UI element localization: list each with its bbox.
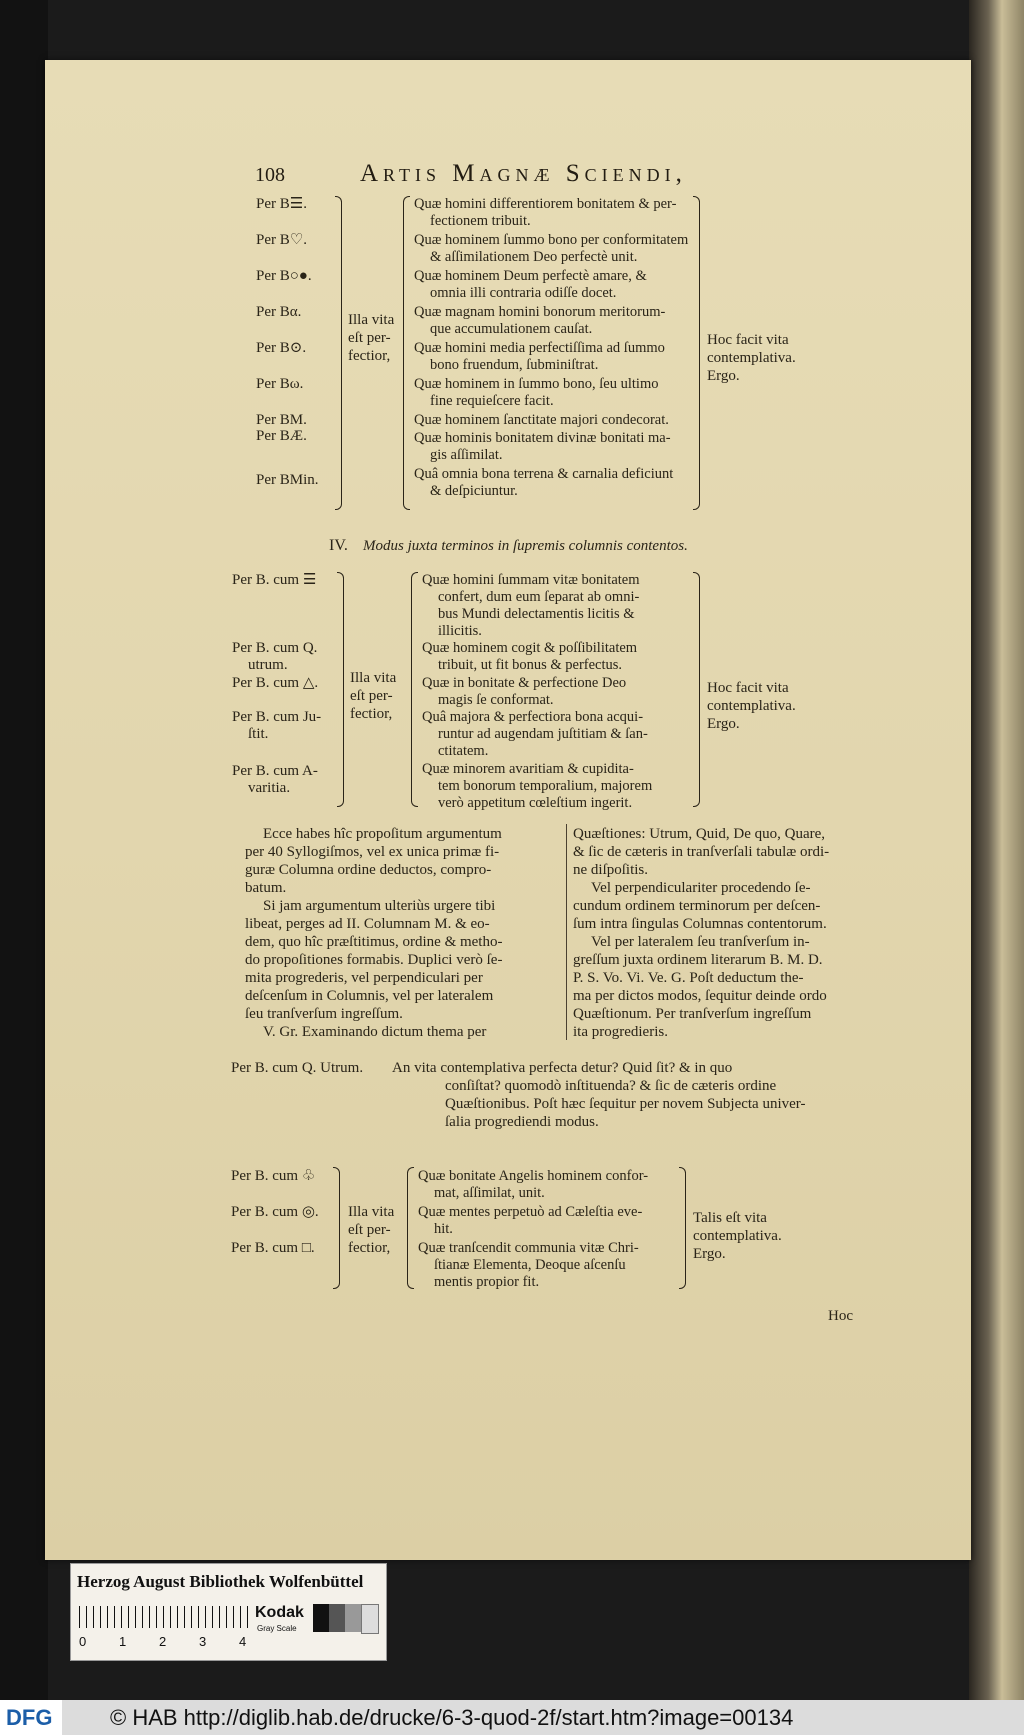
section-number: IV. — [329, 537, 348, 554]
proposition-line: illicitis. — [438, 623, 482, 639]
term-label: Per B. cum ♧ — [231, 1168, 316, 1184]
proposition-line: Quæ mentes perpetuò ad Cæleſtia eve- — [418, 1204, 643, 1220]
term-label: Per B○●. — [256, 268, 312, 284]
proposition-line: Quæ minorem avaritiam & cupidita- — [422, 761, 634, 777]
brace-right — [337, 572, 344, 807]
proposition-line: magis ſe conformat. — [438, 692, 554, 708]
book-page — [45, 60, 971, 1560]
proposition-line: gis aſſimilat. — [430, 447, 503, 463]
prose-line: V. Gr. Examinando dictum thema per — [263, 1024, 487, 1040]
premise-label: fectior, — [348, 1240, 391, 1256]
scale-ruler — [79, 1606, 249, 1628]
prose-line: ne diſpoſitis. — [573, 862, 648, 878]
prose-line: libeat, perges ad II. Columnam M. & eo- — [245, 916, 490, 932]
prose-line: batum. — [245, 880, 287, 896]
utrum-line: ſalia progrediendi modus. — [445, 1114, 599, 1130]
proposition-line: tem bonorum temporalium, majorem — [438, 778, 653, 794]
proposition-line: runtur ad augendam juſtitiam & ſan- — [438, 726, 648, 742]
catchword: Hoc — [828, 1308, 853, 1324]
proposition-line: ctitatem. — [438, 743, 489, 759]
prose-line: P. S. Vo. Vi. Ve. G. Poſt deductum the- — [573, 970, 804, 986]
brace-right — [333, 1167, 340, 1289]
conclusion-line: Hoc facit vita — [707, 332, 789, 348]
proposition-line: Quæ hominem Deum perfectè amare, & — [414, 268, 647, 284]
proposition-line: Quâ omnia bona terrena & carnalia deficiunt — [414, 466, 674, 482]
term-label: ſtit. — [248, 726, 269, 742]
proposition-line: tribuit, ut fit bonus & perfectus. — [438, 657, 623, 673]
term-label: Per BÆ. — [256, 428, 307, 444]
prose-line: Si jam argumentum ulteriùs urgere tibi — [263, 898, 496, 914]
term-label: Per B. cum □. — [231, 1240, 315, 1256]
prose-line: Quæſtionum. Per tranſverſum ingreſſum — [573, 1006, 812, 1022]
prose-line: Vel perpendiculariter procedendo ſe- — [591, 880, 811, 896]
brace-left — [411, 572, 418, 807]
proposition-line: Quæ hominem ſummo bono per conformitatem — [414, 232, 689, 248]
scanner-left-margin — [0, 0, 48, 1700]
ruler-number: 4 — [239, 1634, 247, 1649]
prose-line: cundum ordinem terminorum per deſcen- — [573, 898, 821, 914]
conclusion-line: Hoc facit vita — [707, 680, 789, 696]
brace-right — [335, 196, 342, 510]
proposition-line: Quæ homini differentiorem bonitatem & per- — [414, 196, 677, 212]
gray-scale-label: Gray Scale — [257, 1624, 297, 1633]
premise-label: eſt per- — [350, 688, 393, 704]
dfg-logo: DFG — [0, 1700, 62, 1735]
prose-line: do propoſitiones formabis. Duplici verò ſe- — [245, 952, 503, 968]
ruler-number: 2 — [159, 1634, 167, 1649]
prose-line: ita progredieris. — [573, 1024, 668, 1040]
proposition-line: mat, aſſimilat, unit. — [434, 1185, 545, 1201]
prose-line: mita progrederis, vel perpendiculari per — [245, 970, 483, 986]
proposition-line: omnia illi contraria odiſſe docet. — [430, 285, 617, 301]
library-color-card — [70, 1563, 387, 1661]
proposition-line: Quæ in bonitate & perfectione Deo — [422, 675, 627, 691]
proposition-line: bus Mundi delectamentis licitis & — [438, 606, 635, 622]
term-label: Per Bω. — [256, 376, 304, 392]
term-label: Per B. cum △. — [232, 675, 319, 691]
prose-line: ma per dictos modos, ſequitur deinde ordo — [573, 988, 827, 1004]
proposition-line: Quâ majora & perfectiora bona acqui- — [422, 709, 644, 725]
conclusion-line: Ergo. — [707, 716, 740, 732]
proposition-line: Quæ homini media perfectiſſima ad ſummo — [414, 340, 665, 356]
brace-right — [693, 572, 700, 807]
conclusion-line: contemplativa. — [707, 698, 796, 714]
proposition-line: ſtianæ Elementa, Deoque aſcenſu — [434, 1257, 626, 1273]
proposition-line: Quæ bonitate Angelis hominem confor- — [418, 1168, 649, 1184]
term-label: Per B♡. — [256, 232, 307, 248]
term-label: Per B. cum Q. — [232, 640, 318, 656]
premise-label: Illa vita — [348, 1204, 395, 1220]
prose-line: & ſic de cæteris in tranſverſali tabulæ ordi- — [573, 844, 830, 860]
premise-label: fectior, — [348, 348, 391, 364]
prose-line: dem, quo hîc præſtitimus, ordine & metho- — [245, 934, 503, 950]
proposition-line: Quæ homini ſummam vitæ bonitatem — [422, 572, 640, 588]
proposition-line: Quæ hominem cogit & poſſibilitatem — [422, 640, 638, 656]
ruler-number: 1 — [119, 1634, 127, 1649]
term-label: varitia. — [248, 780, 291, 796]
brace-left — [407, 1167, 414, 1289]
proposition-line: & deſpiciuntur. — [430, 483, 518, 499]
term-label: utrum. — [248, 657, 288, 673]
conclusion-line: Ergo. — [693, 1246, 726, 1262]
premise-label: Illa vita — [350, 670, 397, 686]
prose-line: deſcenſum in Columnis, vel per lateralem — [245, 988, 494, 1004]
prose-line: Quæſtiones: Utrum, Quid, De quo, Quare, — [573, 826, 826, 842]
kodak-logo: Kodak — [255, 1604, 304, 1621]
term-label: Per B. cum ◎. — [231, 1204, 319, 1220]
proposition-line: verò appetitum cœleſtium ingerit. — [438, 795, 633, 811]
term-label: Per B. cum ☰ — [232, 572, 317, 588]
brace-right — [693, 196, 700, 510]
ruler-number: 3 — [199, 1634, 207, 1649]
term-label: Per B⊙. — [256, 340, 307, 356]
proposition-line: Quæ hominis bonitatem divinæ bonitati ma- — [414, 430, 671, 446]
gray-swatch — [313, 1604, 329, 1632]
premise-label: fectior, — [350, 706, 393, 722]
proposition-line: Quæ hominem in ſummo bono, ſeu ultimo — [414, 376, 659, 392]
premise-label: eſt per- — [348, 1222, 391, 1238]
term-label: Per BM. — [256, 412, 307, 428]
brace-left — [403, 196, 410, 510]
running-title: Artis Magnæ Sciendi, — [360, 160, 687, 187]
utrum-line: conſiſtat? quomodò inſtituenda? & ſic de cæteris ordine — [445, 1078, 777, 1094]
brace-right — [679, 1167, 686, 1289]
gray-swatch — [329, 1604, 345, 1632]
premise-label: Illa vita — [348, 312, 395, 328]
proposition-line: & aſſimilationem Deo perfectè unit. — [430, 249, 638, 265]
prose-line: per 40 Syllogiſmos, vel ex unica primæ fi- — [245, 844, 500, 860]
proposition-line: Quæ tranſcendit communia vitæ Chri- — [418, 1240, 639, 1256]
proposition-line: fectionem tribuit. — [430, 213, 531, 229]
conclusion-line: contemplativa. — [693, 1228, 782, 1244]
column-rule — [566, 824, 567, 1040]
proposition-line: hit. — [434, 1221, 453, 1237]
proposition-line: bono fruendum, ſubminiſtrat. — [430, 357, 599, 373]
proposition-line: confert, dum eum ſeparat ab omni- — [438, 589, 640, 605]
ruler-number: 0 — [79, 1634, 87, 1649]
page-number: 108 — [255, 164, 285, 186]
utrum-line: An vita contemplativa perfecta detur? Quid ſit? & in quo — [392, 1060, 733, 1076]
premise-label: eſt per- — [348, 330, 391, 346]
source-url[interactable]: © HAB http://diglib.hab.de/drucke/6-3-quod-2f/start.htm?image=00134 — [110, 1705, 794, 1730]
library-name: Herzog August Bibliothek Wolfenbüttel — [77, 1572, 364, 1591]
viewer-footer — [0, 1700, 1024, 1735]
next-page-edge — [969, 0, 1024, 1700]
gray-swatch — [361, 1604, 379, 1634]
term-label: Per Bα. — [256, 304, 302, 320]
prose-line: Vel per lateralem ſeu tranſverſum in- — [591, 934, 810, 950]
prose-line: ſeu tranſverſum ingreſſum. — [245, 1006, 403, 1022]
proposition-line: fine requieſcere facit. — [430, 393, 554, 409]
term-label: Per B. cum Ju- — [232, 709, 322, 725]
term-label: Per B. cum A- — [232, 763, 318, 779]
utrum-label: Per B. cum Q. Utrum. — [231, 1060, 364, 1076]
gray-swatch — [345, 1604, 361, 1632]
conclusion-line: Ergo. — [707, 368, 740, 384]
conclusion-line: contemplativa. — [707, 350, 796, 366]
term-label: Per BMin. — [256, 472, 319, 488]
proposition-line: Quæ magnam homini bonorum meritorum- — [414, 304, 666, 320]
utrum-line: Quæſtionibus. Poſt hæc ſequitur per novem Subjecta univer- — [445, 1096, 806, 1112]
prose-line: guræ Columna ordine deductos, compro- — [245, 862, 492, 878]
prose-line: greſſum juxta ordinem literarum B. M. D. — [573, 952, 823, 968]
conclusion-line: Talis eſt vita — [693, 1210, 767, 1226]
proposition-line: Quæ hominem ſanctitate majori condecorat. — [414, 412, 669, 428]
term-label: Per B☰. — [256, 196, 307, 212]
proposition-line: que accumulationem cauſat. — [430, 321, 593, 337]
proposition-line: mentis propior fit. — [434, 1274, 540, 1290]
prose-line: ſum intra ſingulas Columnas contentorum. — [573, 916, 827, 932]
section-heading: Modus juxta terminos in ſupremis columnis contentos. — [363, 538, 688, 554]
prose-line: Ecce habes hîc propoſitum argumentum — [263, 826, 502, 842]
